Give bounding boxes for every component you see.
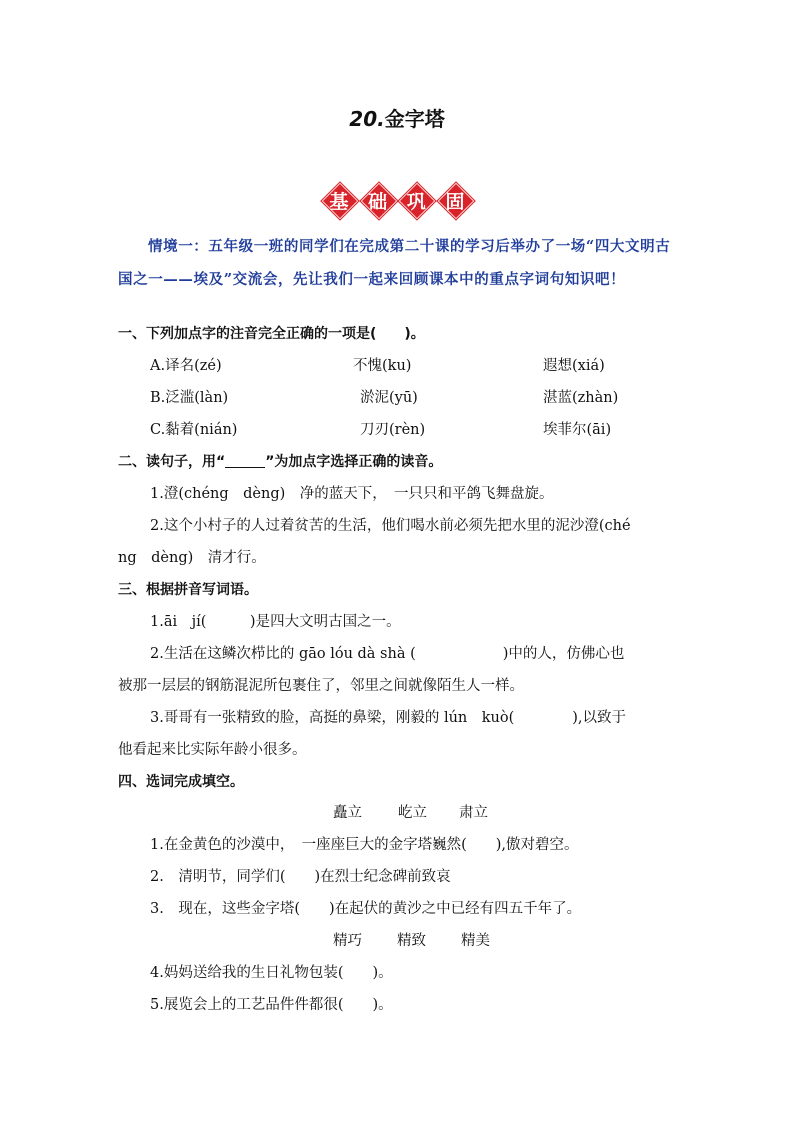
word-choice: 精致 [397,933,426,949]
badge-char: 巩 [406,190,426,213]
underline-blank [225,453,265,468]
word-choice: 精美 [461,933,490,949]
q1-row-c [150,419,690,441]
badge-tile [361,183,395,217]
q4-sentence-5: 5.展览会上的工艺品件件都很( )。 [150,997,393,1013]
option-word: 埃菲尔(āi) [543,422,612,438]
word-choice: 矗立 [333,805,362,821]
q2-sentence-1: 1.澄(chéng dèng) 净的蓝天下， 一只只和平鸽飞舞盘旋。 [150,486,554,502]
badge-tile [322,183,356,217]
q3-sentence-2-cont: 被那一层层的钢筋混泥所包裹住了，邻里之间就像陌生人一样。 [118,678,524,694]
q3-sentence-3-cont: 他看起来比实际年龄小很多。 [118,742,307,758]
q2-sentence-2: 2.这个小村子的人过着贫苦的生活，他们喝水前必须先把水里的泥沙澄(ché [150,518,631,534]
q1-row-a [150,355,690,377]
q3-sentence-2: 2.生活在这鳞次栉比的 gāo lóu dà shà ( )中的人，仿佛心也 [150,646,625,662]
q1-row-b [150,387,690,409]
q4-word-bank-1 [333,802,633,824]
q2-heading: 二、读句子，用“ ”为加点字选择正确的读音。 [118,454,443,470]
scenario-intro: 情境一：五年级一班的同学们在完成第二十课的学习后举办了一场“四大文明古国之一——埃及”交流会，先让我们一起来回顾课本中的重点字词句知识吧！ [118,238,671,288]
badge-char: 础 [368,190,388,213]
badge-char: 基 [329,190,349,213]
option-word: B.泛滥(làn) [150,390,229,406]
section-badge [322,183,472,217]
q3-sentence-3: 3.哥哥有一张精致的脸，高挺的鼻梁，刚毅的 lún kuò( ),以致于 [150,710,627,726]
badge-char: 固 [445,190,465,213]
q3-sentence-1: 1.āi jí( )是四大文明古国之一。 [150,614,401,630]
option-word: 遐想(xiá) [543,358,605,374]
option-word: C.黏着(nián) [150,422,238,438]
page-title [0,103,794,132]
q4-sentence-3: 3. 现在，这些金字塔( )在起伏的黄沙之中已经有四五千年了。 [150,901,582,917]
q4-word-bank-2 [333,930,633,952]
q4-heading: 四、选词完成填空。 [118,774,244,790]
q2-sentence-2-cont: ng dèng) 清才行。 [118,550,266,566]
option-word: A.译名(zé) [150,358,222,374]
q4-sentence-1: 1.在金黄色的沙漠中， 一座座巨大的金字塔巍然( ),傲对碧空。 [150,837,579,853]
q4-sentence-4: 4.妈妈送给我的生日礼物包装( )。 [150,965,393,981]
option-word: 淤泥(yū) [360,390,418,406]
lesson-title: 金字塔 [384,107,445,131]
q4-sentence-2: 2. 清明节，同学们( )在烈士纪念碑前致哀 [150,869,451,885]
badge-tile [399,183,433,217]
lesson-number: 20. [349,107,385,131]
q1-heading: 一、下列加点字的注音完全正确的一项是( )。 [118,326,425,342]
option-word: 刀刃(rèn) [360,422,426,438]
option-word: 不愧(ku) [353,358,412,374]
badge-tile [438,183,472,217]
option-word: 湛蓝(zhàn) [543,390,619,406]
q3-heading: 三、根据拼音写词语。 [118,582,258,598]
word-choice: 精巧 [333,933,362,949]
word-choice: 肃立 [459,805,488,821]
word-choice: 屹立 [398,805,427,821]
